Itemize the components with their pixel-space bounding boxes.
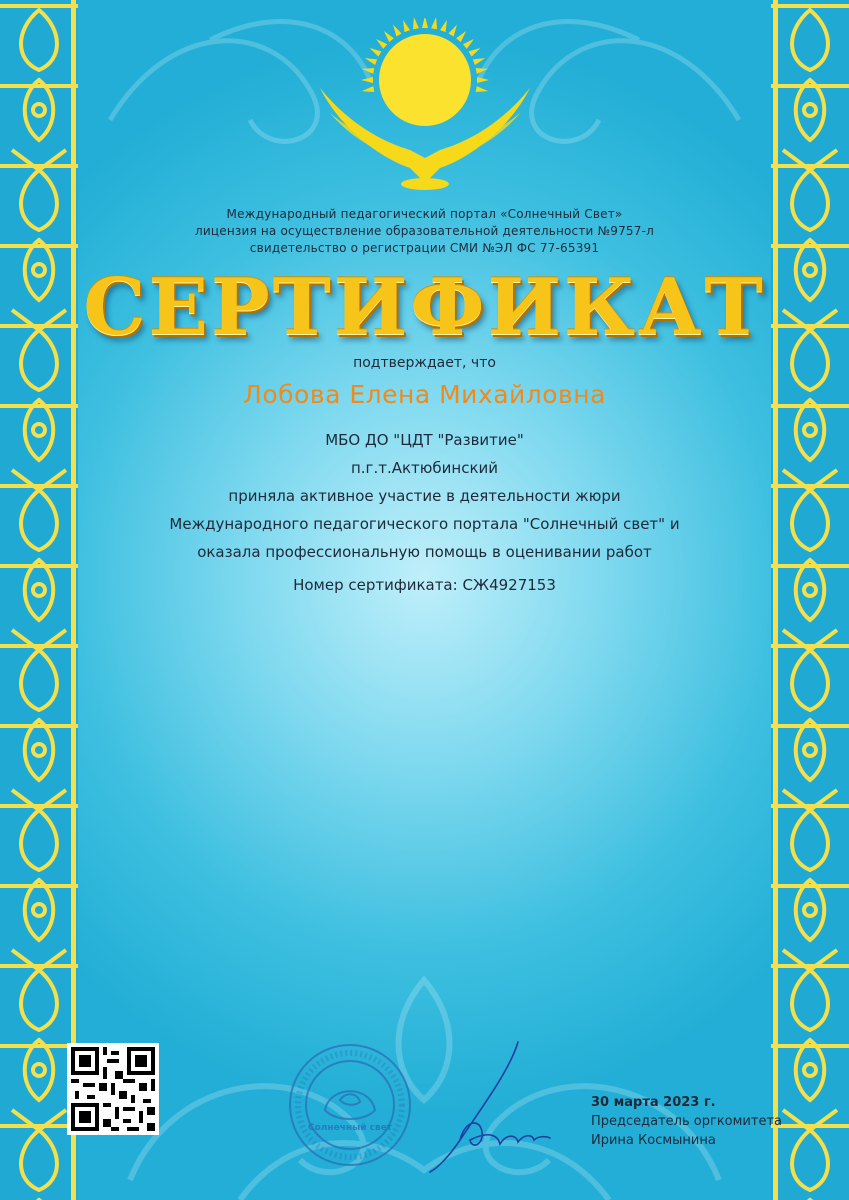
left-ornament-border [0, 0, 78, 1200]
issue-date: 30 марта 2023 г. [591, 1095, 716, 1110]
confirms-text: подтверждает, что [353, 355, 496, 371]
body-text-2: Международного педагогического портала "Солнечный свет" и [169, 515, 680, 533]
portal-name: Международный педагогический портал «Солнечный Свет» [226, 207, 623, 221]
recipient-name: Лобова Елена Михайловна [243, 380, 606, 409]
certificate-title: СЕРТИФИКАТ [83, 262, 766, 353]
certificate-body [0, 426, 849, 566]
license-line: лицензия на осуществление образовательной деятельности №9757-л [195, 224, 654, 238]
certificate-number: Номер сертификата: СЖ4927153 [293, 576, 556, 594]
seal-stamp-icon [285, 1040, 415, 1170]
signature-icon [420, 1040, 580, 1180]
ornament-pattern-icon [0, 0, 78, 1200]
right-ornament-border [771, 0, 849, 1200]
body-text-1: приняла активное участие в деятельности жюри [228, 487, 621, 505]
organization: МБО ДО "ЦДТ "Развитие" [325, 431, 524, 449]
body-text-3: оказала профессиональную помощь в оценивании работ [197, 543, 652, 561]
registration-line: свидетельство о регистрации СМИ №ЭЛ ФС 77-65391 [249, 241, 600, 255]
portal-header [0, 206, 849, 257]
signature-block [591, 1093, 782, 1150]
seal-label: Солнечный свет [307, 1123, 393, 1133]
locality: п.г.т.Актюбинский [350, 459, 499, 477]
qr-code-icon[interactable] [67, 1043, 159, 1135]
signer-role: Председатель оргкомитета [591, 1114, 782, 1129]
emblem-sun-eagle-icon [310, 18, 540, 198]
ornament-pattern-icon [771, 0, 849, 1200]
signer-name: Ирина Космынина [591, 1133, 716, 1148]
